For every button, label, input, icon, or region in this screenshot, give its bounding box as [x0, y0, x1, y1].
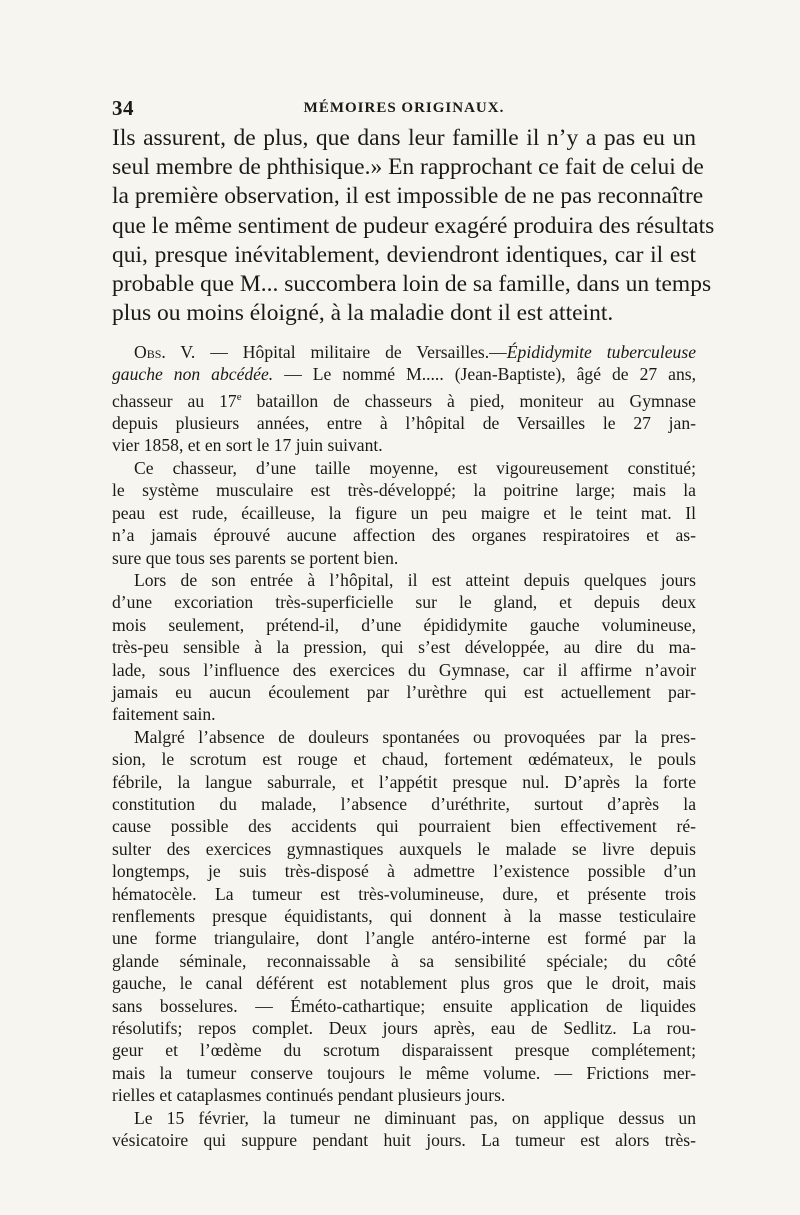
text-line: depuis plusieurs années, entre à l’hôpital de Versailles le 27 jan-	[112, 413, 696, 434]
text-line: sulter des exercices gymnastiques auxquels le malade se livre depuis	[112, 838, 696, 859]
text-line	[112, 386, 696, 412]
observation-section	[112, 341, 696, 1151]
page-header	[112, 96, 696, 126]
text-line: sans bosselures. — Éméto-cathartique; ensuite application de liquides	[112, 995, 696, 1016]
text-line: lade, sous l’influence des exercices du Gymnase, car il affirme n’avoir	[112, 659, 696, 680]
text-line: vésicatoire qui suppure pendant huit jours. La tumeur est alors très-	[112, 1130, 696, 1151]
text-line: hématocèle. La tumeur est très-volumineuse, dure, et présente trois	[112, 883, 696, 904]
battalion-text: chasseur au 17	[112, 390, 237, 411]
text-line: longtemps, je suis très-disposé à admettre l’existence possible d’un	[112, 861, 696, 882]
text-line: une forme triangulaire, dont l’angle antéro-interne est formé par la	[112, 928, 696, 949]
text-line: résolutifs; repos complet. Deux jours après, eau de Sedlitz. La rou-	[112, 1018, 696, 1039]
ordinal-superscript: e	[236, 390, 242, 403]
text-line: mois seulement, prétend-il, d’une épididymite gauche volumineuse,	[112, 614, 696, 635]
text-line: glande séminale, reconnaissable à sa sensibilité spéciale; du côté	[112, 950, 696, 971]
observation-title-part-1: Épididymite tuberculeuse	[506, 342, 697, 362]
text-line: d’une excoriation très-superficielle sur le gland, et depuis deux	[112, 592, 696, 613]
text-line: constitution du malade, l’absence d’uréthrite, surtout d’après la	[112, 793, 696, 814]
text-line: mais la tumeur conserve toujours le même volume. — Frictions mer-	[112, 1062, 696, 1083]
text-line: plus ou moins éloigné, à la maladie dont il est atteint.	[112, 300, 614, 327]
text-line: gauche, le canal déférent est notablement plus gros que le droit, mais	[112, 973, 696, 994]
text-line: jamais eu aucun écoulement par l’urèthre qui est actuellement par-	[112, 681, 696, 702]
text-line: Ce chasseur, d’une taille moyenne, est vigoureusement constitué;	[134, 457, 696, 478]
text-line: sion, le scrotum est rouge et chaud, fortement œdémateux, le pouls	[112, 749, 696, 770]
observation-heading-line	[112, 341, 696, 363]
text-line: la première observation, il est impossible de ne pas reconnaître	[112, 183, 704, 210]
text-line: qui, presque inévitablement, deviendront identiques, car il est	[112, 241, 696, 268]
text-line: probable que M... succombera loin de sa famille, dans un temps	[112, 271, 712, 298]
text-line: faitement sain.	[112, 704, 216, 725]
text-line: Le 15 février, la tumeur ne diminuant pas, on applique dessus un	[134, 1107, 696, 1128]
text-line: Lors de son entrée à l’hôpital, il est atteint depuis quelques jours	[134, 569, 696, 590]
text-line: que le même sentiment de pudeur exagéré produira des résultats	[112, 212, 715, 239]
text-line: sure que tous ses parents se portent bien.	[112, 547, 399, 568]
text-line: le système musculaire est très-développé; la poitrine large; mais la	[112, 480, 696, 501]
text-line: cause possible des accidents qui pourraient bien effectivement ré-	[112, 816, 696, 837]
text-line: Malgré l’absence de douleurs spontanées ou provoquées par la pres-	[134, 726, 696, 747]
text-line: rielles et cataplasmes continués pendant plusieurs jours.	[112, 1085, 506, 1106]
text-line: geur et l’œdème du scrotum disparaissent presque complétement;	[112, 1040, 696, 1061]
text-line: vier 1858, et en sort le 17 juin suivant.	[112, 435, 383, 456]
running-head: MÉMOIRES ORIGINAUX.	[303, 100, 505, 116]
battalion-text-end: bataillon de chasseurs à pied, moniteur au Gymnase	[241, 390, 696, 411]
text-line: renflements presque équidistants, qui donnent à la masse testiculaire	[112, 906, 696, 927]
text-line	[112, 363, 696, 385]
observation-label: Obs. V.	[134, 342, 196, 362]
paragraph-continuation	[112, 124, 715, 328]
hospital-text: — Hôpital militaire de Versailles.—	[210, 342, 507, 362]
text-line: Ils assurent, de plus, que dans leur famille il n’y a pas eu un	[112, 125, 696, 151]
text-line: peau est rude, écailleuse, la figure un peu maigre et le teint mat. Il	[112, 502, 696, 523]
text-line: n’a jamais éprouvé aucune affection des organes respiratoires et as-	[112, 525, 696, 546]
text-line: fébrile, la langue saburrale, et l’appétit presque nul. D’après la forte	[112, 771, 696, 792]
text-line: très-peu sensible à la pression, qui s’est développée, au dire du ma-	[112, 637, 696, 658]
text-line: seul membre de phthisique.» En rapprochant ce fait de celui de	[112, 154, 704, 181]
page-number: 34	[112, 96, 134, 120]
patient-intro: — Le nommé M..... (Jean-Baptiste), âgé de 27 ans,	[284, 364, 697, 385]
observation-title-part-2: gauche non abcédée.	[112, 364, 274, 385]
